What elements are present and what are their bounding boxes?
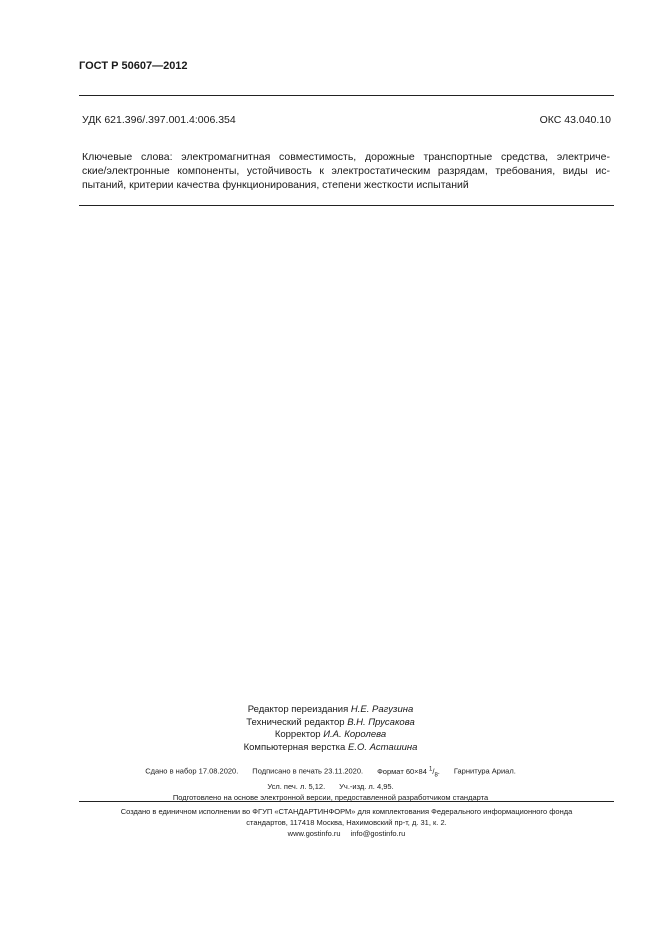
staff-row xyxy=(0,704,661,717)
imprint-block xyxy=(0,764,661,803)
imprint-line-dates xyxy=(0,764,661,781)
oks-code: ОКС 43.040.10 xyxy=(539,114,611,126)
footer-line: стандартов, 117418 Москва, Нахимовский пр-т, д. 31, к. 2. xyxy=(246,818,447,827)
paper-format: Формат 60×84 $^1/_8$. xyxy=(377,766,440,778)
imprint-prepared: Подготовлено на основе электронной версии, предоставленной разработчиком стандарта xyxy=(172,793,489,802)
staff-list xyxy=(0,704,661,754)
staff-name: И.А. Королева xyxy=(323,729,387,740)
signed-date: Подписано в печать 23.11.2020. xyxy=(252,766,364,776)
footer-line: Создано в единичном исполнении во ФГУП «СТАНДАРТИНФОРМ» для комплектования Федерального информационного фонда xyxy=(120,807,573,816)
staff-row xyxy=(0,742,661,755)
staff-row xyxy=(0,717,661,730)
publisher-footer xyxy=(79,806,614,839)
top-divider xyxy=(79,95,614,96)
typeface: Гарнитура Ариал. xyxy=(453,766,516,776)
keywords-line: пытаний, критерии качества функционирования, степени жесткости испытаний xyxy=(82,179,469,191)
email-link[interactable]: info@gostinfo.ru xyxy=(350,829,406,838)
staff-role: Компьютерная верстка xyxy=(243,741,346,753)
standard-number: ГОСТ Р 50607—2012 xyxy=(79,60,188,72)
staff-row xyxy=(0,729,661,742)
typeset-date: Сдано в набор 17.08.2020. xyxy=(145,766,239,776)
keywords-divider xyxy=(79,205,614,206)
print-sheets: Усл. печ. л. 5,12. xyxy=(267,782,326,791)
staff-name: Н.Е. Рагузина xyxy=(350,704,414,715)
udk-code: УДК 621.396/.397.001.4:006.354 xyxy=(82,114,236,126)
footer-divider xyxy=(79,801,614,802)
staff-role: Корректор xyxy=(274,729,321,740)
keywords-block xyxy=(82,150,610,192)
website-link[interactable]: www.gostinfo.ru xyxy=(287,829,341,838)
publisher-sheets: Уч.-изд. л. 4,95. xyxy=(339,782,394,791)
staff-name: Е.О. Асташина xyxy=(347,741,418,753)
keywords-line: Ключевые слова: электромагнитная совместимость, дорожные транспортные средства, электриче- xyxy=(82,151,610,163)
staff-name: В.Н. Прусакова xyxy=(347,716,415,728)
imprint-line-sheets xyxy=(0,781,661,792)
keywords-line: ские/электронные компоненты, устойчивость к электростатическим разрядам, требования, виды ис- xyxy=(82,165,610,177)
staff-role: Технический редактор xyxy=(246,716,345,728)
staff-role: Редактор переиздания xyxy=(247,704,349,715)
footer-contacts xyxy=(79,828,614,839)
